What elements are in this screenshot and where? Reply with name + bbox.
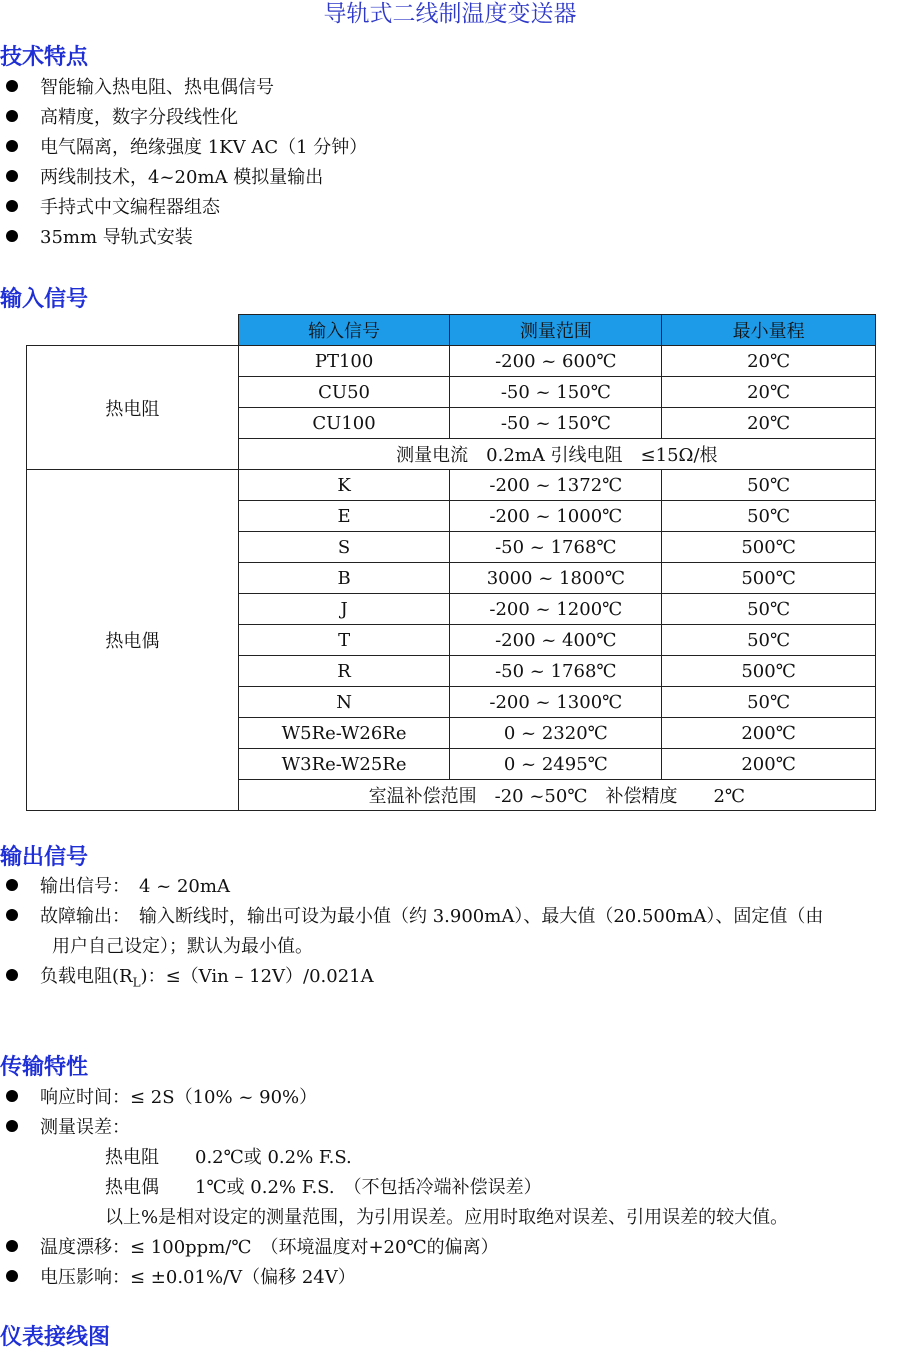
table-cell: B — [238, 563, 450, 594]
rtd-note: 测量电流 0.2mA 引线电阻 ≤15Ω/根 — [238, 439, 875, 470]
bullet-icon — [6, 909, 18, 921]
page-title: 导轨式二线制温度变送器 — [323, 1, 577, 27]
table-cell: 20℃ — [662, 346, 876, 377]
bullet-icon — [6, 1270, 18, 1282]
list-item: 输出信号： 4 ~ 20mA — [0, 874, 230, 900]
table-cell: 20℃ — [662, 377, 876, 408]
bullet-icon — [6, 1090, 18, 1102]
table-corner — [27, 315, 239, 346]
table-cell: -50 ~ 150℃ — [450, 408, 662, 439]
category-rtd: 热电阻 — [27, 346, 239, 470]
table-cell: -50 ~ 1768℃ — [450, 532, 662, 563]
bullet-icon — [6, 230, 18, 242]
table-cell: -200 ~ 1200℃ — [450, 594, 662, 625]
category-thermocouple: 热电偶 — [27, 470, 239, 811]
table-cell: N — [238, 687, 450, 718]
error-rtd: 热电阻 0.2℃或 0.2% F.S. — [105, 1147, 352, 1168]
table-cell: PT100 — [238, 346, 450, 377]
bullet-icon — [6, 1240, 18, 1252]
section-heading-output: 输出信号 — [0, 845, 89, 870]
list-item: 电压影响：≤ ±0.01%/V（偏移 24V） — [0, 1265, 356, 1291]
list-item-continuation: 用户自己设定）；默认为最小值。 — [52, 936, 313, 957]
table-cell: CU100 — [238, 408, 450, 439]
table-cell: -200 ~ 600℃ — [450, 346, 662, 377]
tc-note: 室温补偿范围 -20 ~50℃ 补偿精度 2℃ — [238, 780, 875, 811]
list-item: 手持式中文编程器组态 — [0, 195, 220, 221]
bullet-icon — [6, 140, 18, 152]
list-item: 两线制技术，4~20mA 模拟量输出 — [0, 165, 323, 191]
table-cell: J — [238, 594, 450, 625]
table-cell: E — [238, 501, 450, 532]
table-cell: 50℃ — [662, 625, 876, 656]
table-cell: 500℃ — [662, 656, 876, 687]
section-heading-features: 技术特点 — [0, 45, 89, 70]
bullet-icon — [6, 1120, 18, 1132]
table-cell: 50℃ — [662, 594, 876, 625]
table-cell: -200 ~ 400℃ — [450, 625, 662, 656]
list-item: 智能输入热电阻、热电偶信号 — [0, 75, 274, 101]
error-thermocouple: 热电偶 1℃或 0.2% F.S. （不包括冷端补偿误差） — [105, 1177, 542, 1198]
bullet-icon — [6, 879, 18, 891]
list-item: 故障输出： 输入断线时，输出可设为最小值（约 3.900mA）、最大值（20.500mA）、固定值（由 — [0, 904, 823, 930]
bullet-icon — [6, 200, 18, 212]
table-cell: -50 ~ 150℃ — [450, 377, 662, 408]
input-signal-table — [26, 314, 876, 811]
column-header: 测量范围 — [450, 315, 662, 346]
table-cell: S — [238, 532, 450, 563]
column-header: 输入信号 — [238, 315, 450, 346]
bullet-icon — [6, 170, 18, 182]
table-cell: R — [238, 656, 450, 687]
table-cell: 200℃ — [662, 749, 876, 780]
table-cell: -200 ~ 1300℃ — [450, 687, 662, 718]
table-cell: 50℃ — [662, 687, 876, 718]
list-item: 高精度，数字分段线性化 — [0, 105, 238, 131]
bullet-icon — [6, 110, 18, 122]
section-heading-wiring: 仪表接线图 — [0, 1325, 111, 1350]
section-heading-transfer: 传输特性 — [0, 1055, 89, 1080]
table-cell: 500℃ — [662, 532, 876, 563]
table-cell: K — [238, 470, 450, 501]
table-cell: 0 ~ 2320℃ — [450, 718, 662, 749]
table-cell: 0 ~ 2495℃ — [450, 749, 662, 780]
column-header: 最小量程 — [662, 315, 876, 346]
table-cell: 3000 ~ 1800℃ — [450, 563, 662, 594]
list-item: 电气隔离，绝缘强度 1KV AC（1 分钟） — [0, 135, 367, 161]
table-cell: -50 ~ 1768℃ — [450, 656, 662, 687]
section-heading-input: 输入信号 — [0, 287, 89, 312]
error-note: 以上%是相对设定的测量范围，为引用误差。应用时取绝对误差、引用误差的较大值。 — [105, 1207, 789, 1228]
table-header-row — [27, 315, 876, 346]
bullet-icon — [6, 80, 18, 92]
list-item: 35mm 导轨式安装 — [0, 225, 193, 251]
bullet-icon — [6, 969, 18, 981]
table-cell: W3Re-W25Re — [238, 749, 450, 780]
table-cell: W5Re-W26Re — [238, 718, 450, 749]
list-item: 响应时间：≤ 2S（10% ~ 90%） — [0, 1085, 317, 1111]
table-cell: -200 ~ 1372℃ — [450, 470, 662, 501]
table-cell: CU50 — [238, 377, 450, 408]
table-row — [27, 470, 876, 501]
table-cell: -200 ~ 1000℃ — [450, 501, 662, 532]
list-item: 温度漂移：≤ 100ppm/℃ （环境温度对+20℃的偏离） — [0, 1235, 499, 1261]
table-cell: 500℃ — [662, 563, 876, 594]
list-item: 测量误差： — [0, 1115, 130, 1141]
table-cell: T — [238, 625, 450, 656]
list-item: 负载电阻$(R_L)$：≤（Vin – 12V）/0.021A — [0, 964, 374, 996]
table-cell: 200℃ — [662, 718, 876, 749]
table-cell: 50℃ — [662, 470, 876, 501]
table-cell: 50℃ — [662, 501, 876, 532]
table-cell: 20℃ — [662, 408, 876, 439]
table-row — [27, 346, 876, 377]
